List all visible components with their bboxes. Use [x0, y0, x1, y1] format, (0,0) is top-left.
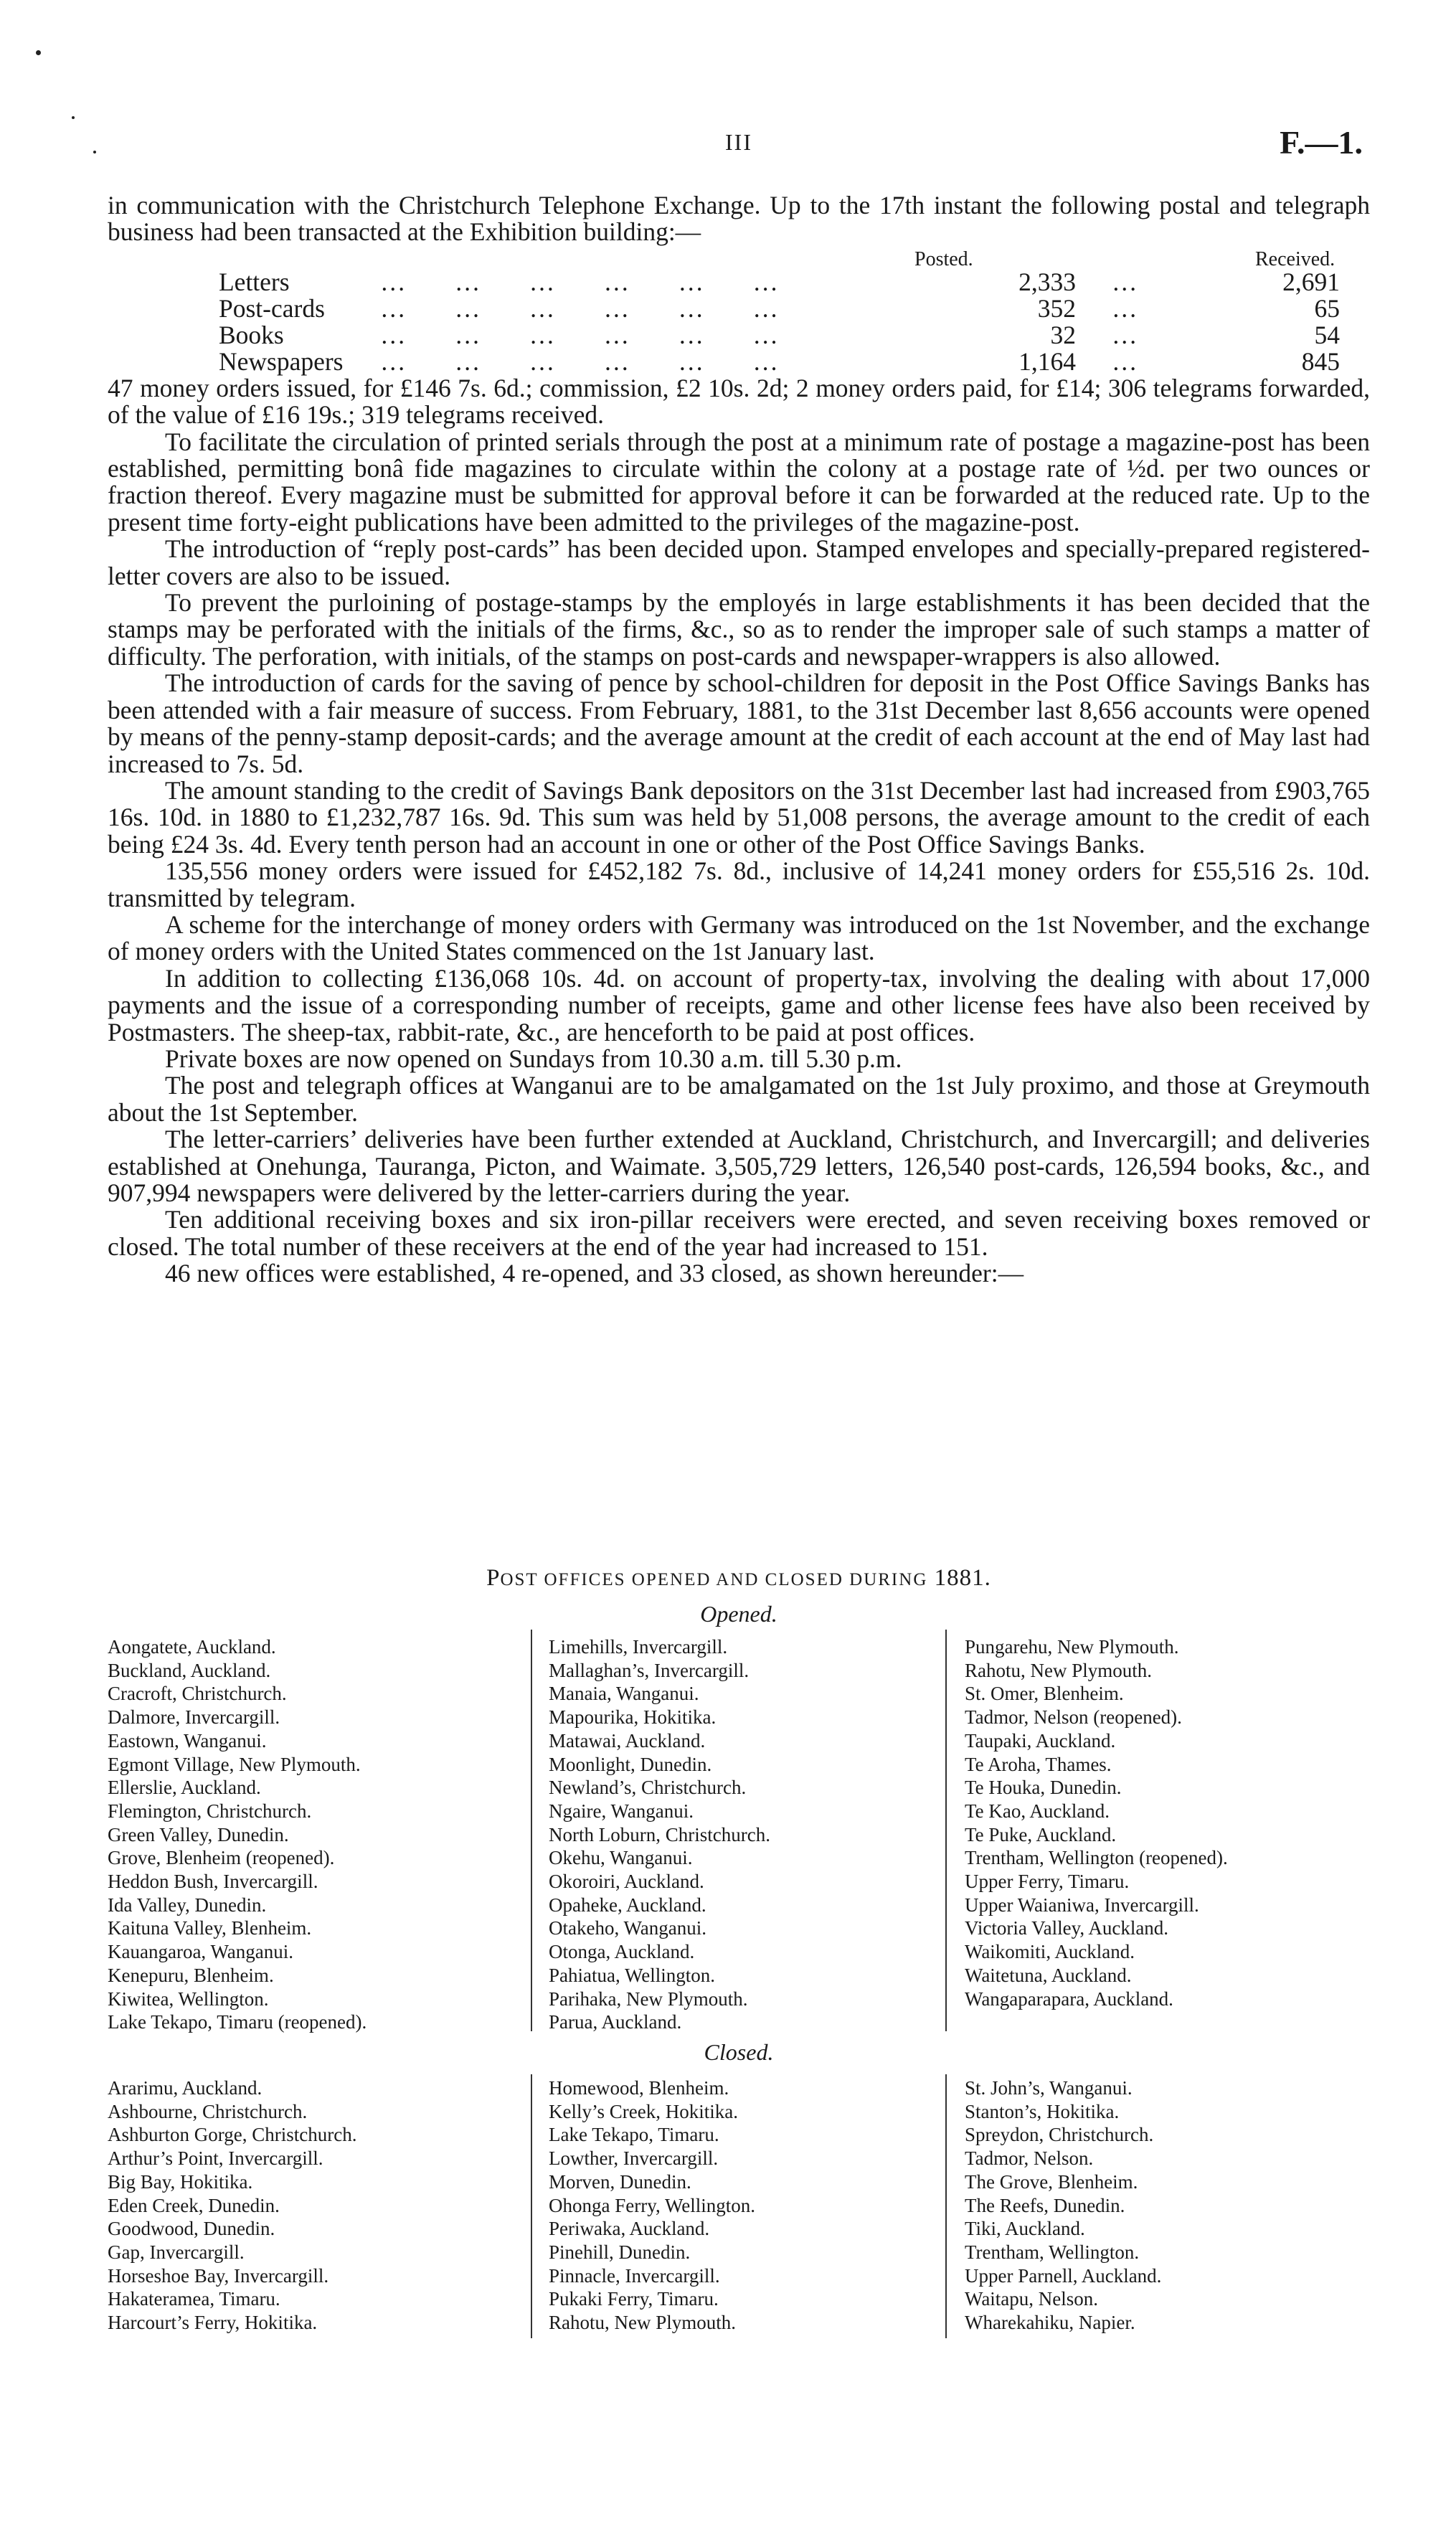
column-rule: [531, 1630, 532, 2031]
list-item: Matawai, Auckland.: [549, 1729, 706, 1752]
list-item: Ellerslie, Auckland.: [108, 1777, 261, 1799]
list-item: Flemington, Christchurch.: [108, 1800, 312, 1822]
list-item: Moonlight, Dunedin.: [549, 1753, 712, 1775]
list-item: Spreydon, Christchurch.: [965, 2124, 1154, 2146]
paragraph: 46 new offices were established, 4 re-opened, and 33 closed, as shown hereunder:—: [165, 1259, 1024, 1288]
list-item: Pungarehu, New Plymouth.: [965, 1636, 1179, 1658]
list-item: Upper Ferry, Timaru.: [965, 1871, 1130, 1893]
list-item: Ashburton Gorge, Christchurch.: [108, 2124, 357, 2146]
received-value: 54: [1314, 320, 1340, 349]
opened-column: [965, 1635, 1228, 2010]
closed-column: [549, 2076, 755, 2335]
leader-dots: … … … … … …: [380, 295, 781, 323]
list-item: Ida Valley, Dunedin.: [108, 1894, 267, 1916]
list-item: Rahotu, New Plymouth.: [549, 2312, 736, 2334]
list-item: Dalmore, Invercargill.: [108, 1706, 280, 1729]
exhibition-business-table: [108, 246, 1370, 375]
list-item: Stanton’s, Hokitika.: [965, 2100, 1120, 2122]
list-item: Parua, Auckland.: [549, 2011, 682, 2033]
scan-speck: [93, 151, 96, 153]
list-item: Egmont Village, New Plymouth.: [108, 1753, 361, 1775]
table-row: [108, 346, 1370, 376]
paragraph: The post and telegraph offices at Wanganui are to be amalgamated on the 1st July proximo, and those at Greymouth about the 1st September.: [108, 1071, 1370, 1127]
list-item: Lake Tekapo, Timaru.: [549, 2124, 719, 2146]
closed-heading: Closed.: [704, 2039, 774, 2065]
list-item: Upper Waianiwa, Invercargill.: [965, 1894, 1199, 1916]
list-item: Hakateramea, Timaru.: [108, 2288, 280, 2310]
posted-value: 352: [1037, 293, 1076, 323]
column-header-received: Received.: [1255, 247, 1336, 270]
row-label: Letters: [219, 267, 290, 296]
list-item: Big Bay, Hokitika.: [108, 2170, 253, 2193]
list-item: Morven, Dunedin.: [549, 2170, 691, 2193]
opened-heading: Opened.: [700, 1601, 777, 1627]
list-item: Trentham, Wellington.: [965, 2241, 1140, 2263]
list-item: Ashbourne, Christchurch.: [108, 2100, 308, 2122]
list-item: Tadmor, Nelson (reopened).: [965, 1706, 1182, 1729]
list-item: Upper Parnell, Auckland.: [965, 2264, 1162, 2287]
closed-column: [108, 2076, 356, 2335]
paragraph: 135,556 money orders were issued for £452,182 7s. 8d., inclusive of 14,241 money orders for £55,516 2s. 10d. transmitted by telegram.: [108, 856, 1370, 912]
list-item: Kelly’s Creek, Hokitika.: [549, 2100, 738, 2122]
list-item: Waikomiti, Auckland.: [965, 1941, 1135, 1963]
list-item: Lowther, Invercargill.: [549, 2147, 719, 2170]
list-item: Pinehill, Dunedin.: [549, 2241, 691, 2263]
list-item: Pahiatua, Wellington.: [549, 1964, 716, 1986]
leader-dots: …: [1112, 320, 1140, 349]
list-item: Otakeho, Wanganui.: [549, 1917, 707, 1939]
list-item: Kenepuru, Blenheim.: [108, 1964, 274, 1986]
list-item: St. Omer, Blenheim.: [965, 1683, 1124, 1705]
list-item: Horseshoe Bay, Invercargill.: [108, 2264, 329, 2287]
list-item: Mapourika, Hokitika.: [549, 1706, 717, 1729]
list-item: Harcourt’s Ferry, Hokitika.: [108, 2312, 318, 2334]
paragraph: The letter-carriers’ deliveries have been further extended at Auckland, Christchurch, and Invercargill; and deliveries established at Onehunga, Tauranga, Picton, and Waimate. 3,505,729 letters, 126,540 post-cards, 126,594 books, &c., and 907,994 newspapers were delivered by the letter-carriers during the year.: [108, 1125, 1370, 1207]
list-item: Ararimu, Auckland.: [108, 2077, 263, 2099]
list-item: Buckland, Auckland.: [108, 1659, 271, 1681]
paragraph: The amount standing to the credit of Savings Bank depositors on the 31st December last had increased from £903,765 16s. 10d. in 1880 to £1,232,787 16s. 9d. This sum was held by 51,008 persons, the average amount to the credit of each being £24 3s. 4d. Every tenth person had an account in one or other of the Post Office Savings Banks.: [108, 775, 1370, 859]
paragraph: To prevent the purloining of postage-stamps by the employés in large establishments it has been decided that the stamps may be perforated with the initials of the firms, &c., so as to render the improper sale of such stamps a matter of difficulty. The perforation, with initials, of the stamps on post-cards and newspaper-wrappers is also allowed.: [108, 588, 1370, 671]
list-item: Wharekahiku, Napier.: [965, 2312, 1135, 2334]
offices-list-title: POST OFFICES OPENED AND CLOSED DURING 1881.: [486, 1565, 991, 1591]
list-item: Limehills, Invercargill.: [549, 1636, 728, 1658]
list-item: The Grove, Blenheim.: [965, 2170, 1138, 2193]
paragraph: In addition to collecting £136,068 10s. 4d. on account of property-tax, involving the dealing with about 17,000 payments and the issue of a corresponding number of receipts, game and other license fees have also been received by Postmasters. The sheep-tax, rabbit-rate, &c., are henceforth to be paid at post offices.: [108, 963, 1370, 1046]
list-item: Opaheke, Auckland.: [549, 1894, 706, 1916]
leader-dots: …: [1112, 267, 1140, 296]
opened-column: [108, 1635, 367, 2034]
list-item: Eden Creek, Dunedin.: [108, 2194, 280, 2216]
column-header-posted: Posted.: [914, 247, 973, 270]
posted-value: 2,333: [1018, 267, 1076, 296]
received-value: 2,691: [1282, 267, 1340, 296]
leader-dots: …: [1112, 346, 1140, 376]
leader-dots: …: [1112, 293, 1140, 323]
list-item: Kaituna Valley, Blenheim.: [108, 1917, 312, 1939]
scan-speck: [72, 116, 75, 119]
received-value: 845: [1301, 346, 1340, 376]
page-header: [108, 123, 1370, 166]
column-rule: [945, 1630, 947, 2031]
paragraph: in communication with the Christchurch Telephone Exchange. Up to the 17th instant the following postal and telegraph business had been transacted at the Exhibition building:—: [108, 191, 1370, 247]
list-item: Mallaghan’s, Invercargill.: [549, 1659, 750, 1681]
list-item: Okehu, Wanganui.: [549, 1847, 693, 1869]
list-item: Okoroiri, Auckland.: [549, 1871, 704, 1893]
list-item: Trentham, Wellington (reopened).: [965, 1847, 1228, 1869]
paragraph: A scheme for the interchange of money orders with Germany was introduced on the 1st November, and the exchange of money orders with the United States commenced on the 1st January last.: [108, 909, 1370, 966]
list-item: Homewood, Blenheim.: [549, 2077, 729, 2099]
paragraph: Private boxes are now opened on Sundays from 10.30 a.m. till 5.30 p.m.: [165, 1044, 902, 1073]
list-item: Wangaparapara, Auckland.: [965, 1987, 1173, 2010]
opened-column: [549, 1635, 770, 2034]
list-item: Te Puke, Auckland.: [965, 1823, 1117, 1845]
list-item: Goodwood, Dunedin.: [108, 2218, 275, 2240]
leader-dots: … … … … … …: [380, 348, 781, 376]
list-item: Kauangaroa, Wanganui.: [108, 1941, 293, 1963]
list-item: Arthur’s Point, Invercargill.: [108, 2147, 323, 2170]
list-item: Manaia, Wanganui.: [549, 1683, 699, 1705]
list-item: Ohonga Ferry, Wellington.: [549, 2194, 756, 2216]
list-item: Rahotu, New Plymouth.: [965, 1659, 1152, 1681]
list-item: Gap, Invercargill.: [108, 2241, 245, 2263]
list-item: Cracroft, Christchurch.: [108, 1683, 287, 1705]
leader-dots: … … … … … …: [380, 268, 781, 296]
closed-column: [965, 2076, 1161, 2335]
list-item: Ngaire, Wanganui.: [549, 1800, 694, 1822]
table-row: [108, 322, 1370, 349]
row-label: Newspapers: [219, 346, 344, 376]
column-rule: [531, 2074, 532, 2338]
paragraph: The introduction of “reply post-cards” has been decided upon. Stamped envelopes and specially-prepared registered-letter covers are also to be issued.: [108, 534, 1370, 590]
body-text: [108, 192, 1370, 1287]
list-item: Waitetuna, Auckland.: [965, 1964, 1132, 1986]
list-item: Te Aroha, Thames.: [965, 1753, 1112, 1775]
table-row: [108, 269, 1370, 296]
list-item: Periwaka, Auckland.: [549, 2218, 710, 2240]
paragraph: To facilitate the circulation of printed serials through the post at a minimum rate of postage a magazine-post has been established, permitting bonâ fide magazines to circulate within the colony at a postage rate of ½d. per two ounces or fraction thereof. Every magazine must be submitted for approval before it can be forwarded at the reduced rate. Up to the present time forty-eight publications have been admitted to the privileges of the magazine-post.: [108, 427, 1370, 537]
page-number: III: [725, 129, 752, 155]
paragraph: 47 money orders issued, for £146 7s. 6d.; commission, £2 10s. 2d; 2 money orders paid, for £14; 306 telegrams forwarded, of the value of £16 19s.; 319 telegrams received.: [108, 373, 1370, 430]
list-item: Tadmor, Nelson.: [965, 2147, 1094, 2170]
list-item: St. John’s, Wanganui.: [965, 2077, 1133, 2099]
list-item: Te Houka, Dunedin.: [965, 1777, 1122, 1799]
row-label: Books: [219, 320, 284, 349]
list-item: Kiwitea, Wellington.: [108, 1987, 269, 2010]
posted-value: 1,164: [1018, 346, 1076, 376]
list-item: Parihaka, New Plymouth.: [549, 1987, 748, 2010]
column-rule: [945, 2074, 947, 2338]
row-label: Post-cards: [219, 293, 325, 323]
paragraph: The introduction of cards for the saving of pence by school-children for deposit in the Post Office Savings Banks has been attended with a fair measure of success. From February, 1881, to the 31st December last 8,656 accounts were opened by means of the penny-stamp deposit-cards; and the average amount at the credit of each account at the end of May last had increased to 7s. 5d.: [108, 668, 1370, 778]
list-item: Te Kao, Auckland.: [965, 1800, 1110, 1822]
list-item: Taupaki, Auckland.: [965, 1729, 1116, 1752]
list-item: Lake Tekapo, Timaru (reopened).: [108, 2011, 367, 2033]
posted-value: 32: [1050, 320, 1076, 349]
leader-dots: … … … … … …: [380, 321, 781, 349]
table-row: [108, 293, 1370, 323]
list-item: Victoria Valley, Auckland.: [965, 1917, 1169, 1939]
paragraph: Ten additional receiving boxes and six iron-pillar receivers were erected, and seven receiving boxes removed or closed. The total number of these receivers at the end of the year had increased to 151.: [108, 1205, 1370, 1261]
received-value: 65: [1314, 293, 1340, 323]
list-item: Aongatete, Auckland.: [108, 1636, 276, 1658]
list-item: Heddon Bush, Invercargill.: [108, 1871, 318, 1893]
list-item: Tiki, Auckland.: [965, 2218, 1085, 2240]
document-reference: F.—1.: [1280, 124, 1363, 161]
paragraph-list: [108, 375, 1370, 1287]
list-item: Eastown, Wanganui.: [108, 1729, 267, 1752]
list-item: Grove, Blenheim (reopened).: [108, 1847, 335, 1869]
list-item: Pukaki Ferry, Timaru.: [549, 2288, 719, 2310]
list-item: Pinnacle, Invercargill.: [549, 2264, 720, 2287]
list-item: Newland’s, Christchurch.: [549, 1777, 747, 1799]
list-item: Otonga, Auckland.: [549, 1941, 695, 1963]
list-item: Green Valley, Dunedin.: [108, 1823, 289, 1845]
list-item: Waitapu, Nelson.: [965, 2288, 1099, 2310]
list-item: North Loburn, Christchurch.: [549, 1823, 770, 1845]
scan-speck: [36, 50, 41, 55]
list-item: The Reefs, Dunedin.: [965, 2194, 1125, 2216]
